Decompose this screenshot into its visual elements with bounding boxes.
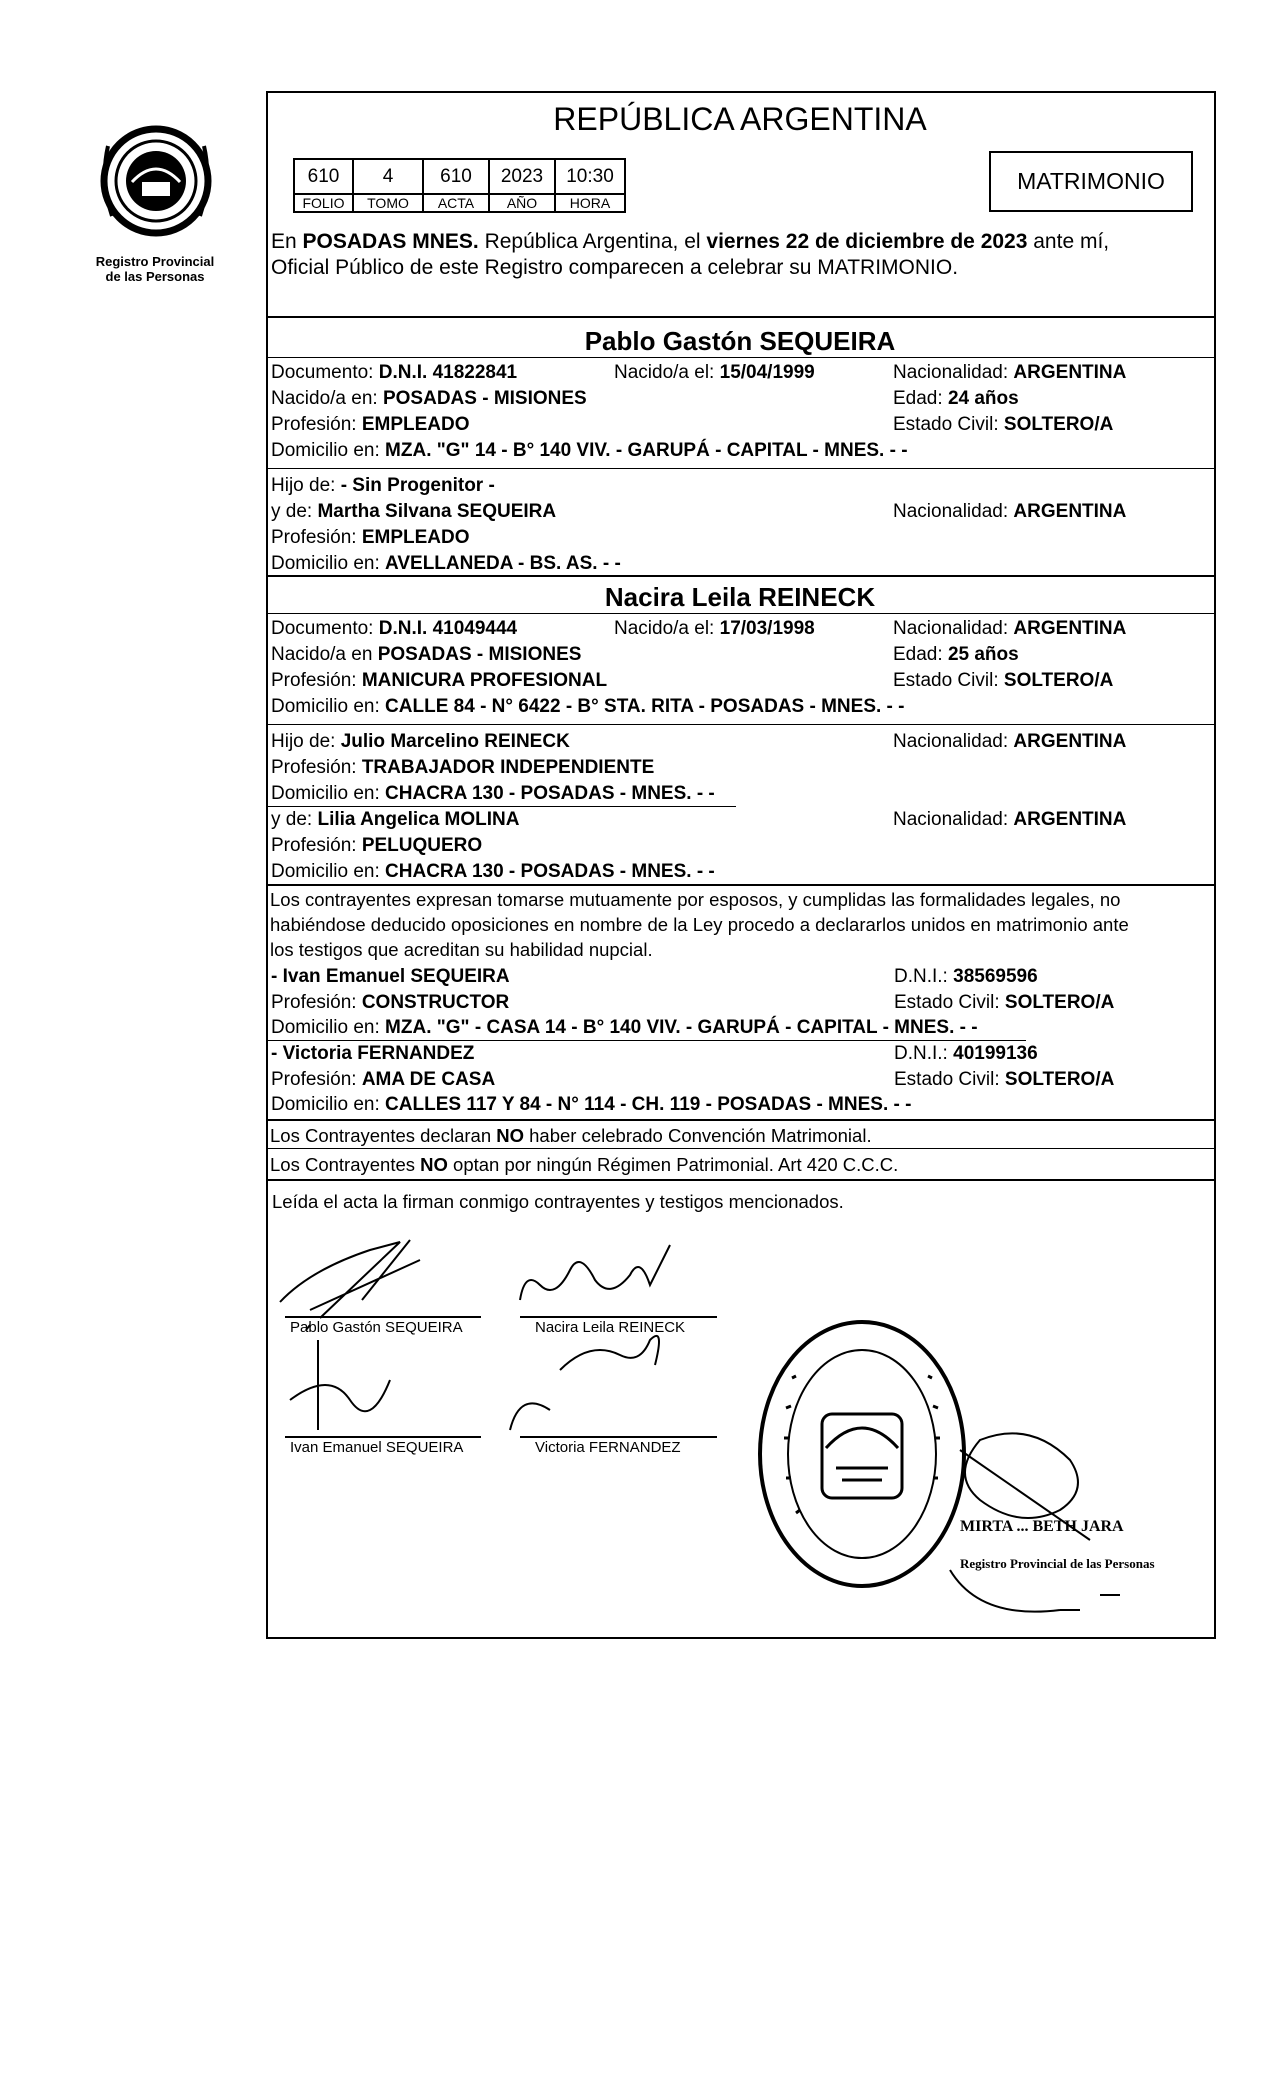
intro-date: viernes 22 de diciembre de 2023 — [706, 230, 1028, 253]
bride-nationality: ARGENTINA — [1013, 618, 1127, 639]
official-title: Registro Provincial de las Personas — [960, 1556, 1155, 1571]
signature-label-witness-1: Ivan Emanuel SEQUEIRA — [290, 1439, 464, 1456]
bride-profession: MANICURA PROFESIONAL — [361, 670, 608, 691]
official-name: MIRTA ... BETH JARA — [960, 1518, 1124, 1535]
bride-father: Julio Marcelino REINECK — [340, 731, 570, 752]
bride-birthdate: 17/03/1998 — [719, 618, 815, 639]
folio-value: 610 — [294, 159, 353, 194]
intro-place: POSADAS MNES. — [302, 230, 479, 253]
declaration-line: habiéndose deducido oposiciones en nombre de la Ley procedo a declararlos unidos en matrimonio ante — [270, 914, 1129, 935]
witness-2-address: CALLES 117 Y 84 - N° 114 - CH. 119 - POSADAS - MNES. - - — [385, 1094, 912, 1115]
act-type-box — [989, 151, 1193, 212]
bride-mother-profession: PELUQUERO — [361, 835, 483, 856]
groom-mother: Martha Silvana SEQUEIRA — [317, 501, 557, 522]
acta-label: ACTA — [423, 194, 489, 212]
groom-father: - Sin Progenitor - — [340, 475, 495, 496]
groom-birthplace: POSADAS - MISIONES — [382, 388, 587, 409]
convention-line-2: Los Contrayentes NO optan por ningún Régimen Patrimonial. Art 420 C.C.C. — [270, 1154, 899, 1175]
hora-label: HORA — [555, 194, 625, 212]
anio-value: 2023 — [489, 159, 555, 194]
witness-1-address: MZA. "G" - CASA 14 - B° 140 VIV. - GARUPÁ - CAPITAL - MNES. - - — [385, 1017, 978, 1038]
bride-name: Nacira Leila REINECK — [604, 582, 876, 612]
bride-mother: Lilia Angelica MOLINA — [317, 809, 520, 830]
witness-2-profession: AMA DE CASA — [361, 1069, 496, 1090]
signature-strokes — [270, 1230, 730, 1460]
witness-1-civil-status: SOLTERO/A — [1004, 992, 1115, 1013]
witness-2-name: - Victoria FERNANDEZ — [271, 1043, 475, 1064]
acta-value: 610 — [423, 159, 489, 194]
act-type: MATRIMONIO — [1017, 168, 1165, 194]
bride-birthplace: POSADAS - MISIONES — [377, 644, 582, 665]
witness-2-dni: 40199136 — [953, 1043, 1038, 1064]
anio-label: AÑO — [489, 194, 555, 212]
groom-mother-profession: EMPLEADO — [361, 527, 470, 548]
convention-line-1: Los Contrayentes declaran NO haber celebrado Convención Matrimonial. — [270, 1125, 872, 1146]
bride-mother-address: CHACRA 130 - POSADAS - MNES. - - — [385, 861, 715, 882]
bride-civil-status: SOLTERO/A — [1003, 670, 1114, 691]
bride-father-nationality: ARGENTINA — [1013, 731, 1127, 752]
tomo-label: TOMO — [353, 194, 423, 212]
bride-dni: D.N.I. 41049444 — [378, 618, 518, 639]
groom-profession: EMPLEADO — [361, 414, 470, 435]
folio-label: FOLIO — [294, 194, 353, 212]
signature-label-witness-2: Victoria FERNANDEZ — [535, 1439, 681, 1456]
groom-mother-address: AVELLANEDA - BS. AS. - - — [385, 553, 621, 574]
signature-label-groom: Pablo Gastón SEQUEIRA — [290, 1319, 463, 1336]
bride-father-profession: TRABAJADOR INDEPENDIENTE — [361, 757, 655, 778]
bride-age: 25 años — [947, 644, 1019, 665]
groom-nationality: ARGENTINA — [1013, 362, 1127, 383]
tomo-value: 4 — [353, 159, 423, 194]
groom-civil-status: SOLTERO/A — [1003, 414, 1114, 435]
registry-table — [293, 158, 626, 213]
groom-birthdate: 15/04/1999 — [719, 362, 815, 383]
declaration-line: Los contrayentes expresan tomarse mutuamente por esposos, y cumplidas las formalidades legales, no — [270, 889, 1121, 910]
groom-name: Pablo Gastón SEQUEIRA — [584, 326, 896, 356]
intro-line-1: En POSADAS MNES. República Argentina, el viernes 22 de diciembre de 2023 ante mí, — [271, 230, 1110, 253]
logo-caption: Registro Provincial — [95, 254, 215, 269]
witness-1-dni: 38569596 — [953, 966, 1038, 987]
logo-caption: de las Personas — [105, 269, 205, 284]
bride-address: CALLE 84 - N° 6422 - B° STA. RITA - POSADAS - MNES. - - — [385, 696, 905, 717]
signature-label-bride: Nacira Leila REINECK — [535, 1319, 686, 1336]
witness-1-profession: CONSTRUCTOR — [361, 992, 510, 1013]
bride-mother-nationality: ARGENTINA — [1013, 809, 1127, 830]
hora-value: 10:30 — [555, 159, 625, 194]
witness-2-civil-status: SOLTERO/A — [1004, 1069, 1115, 1090]
registry-logo — [98, 116, 214, 246]
groom-mother-nationality: ARGENTINA — [1013, 501, 1127, 522]
closing-text: Leída el acta la firman conmigo contrayentes y testigos mencionados. — [272, 1191, 844, 1212]
witness-1-name: - Ivan Emanuel SEQUEIRA — [271, 966, 510, 987]
groom-age: 24 años — [947, 388, 1019, 409]
declaration-line: los testigos que acreditan su habilidad nupcial. — [270, 939, 653, 960]
groom-address: MZA. "G" 14 - B° 140 VIV. - GARUPÁ - CAPITAL - MNES. - - — [385, 440, 908, 461]
page-title: REPÚBLICA ARGENTINA — [553, 101, 927, 137]
intro-line-2: Oficial Público de este Registro comparecen a celebrar su MATRIMONIO. — [271, 256, 959, 279]
groom-dni: D.N.I. 41822841 — [378, 362, 518, 383]
bride-father-address: CHACRA 130 - POSADAS - MNES. - - — [385, 783, 715, 804]
